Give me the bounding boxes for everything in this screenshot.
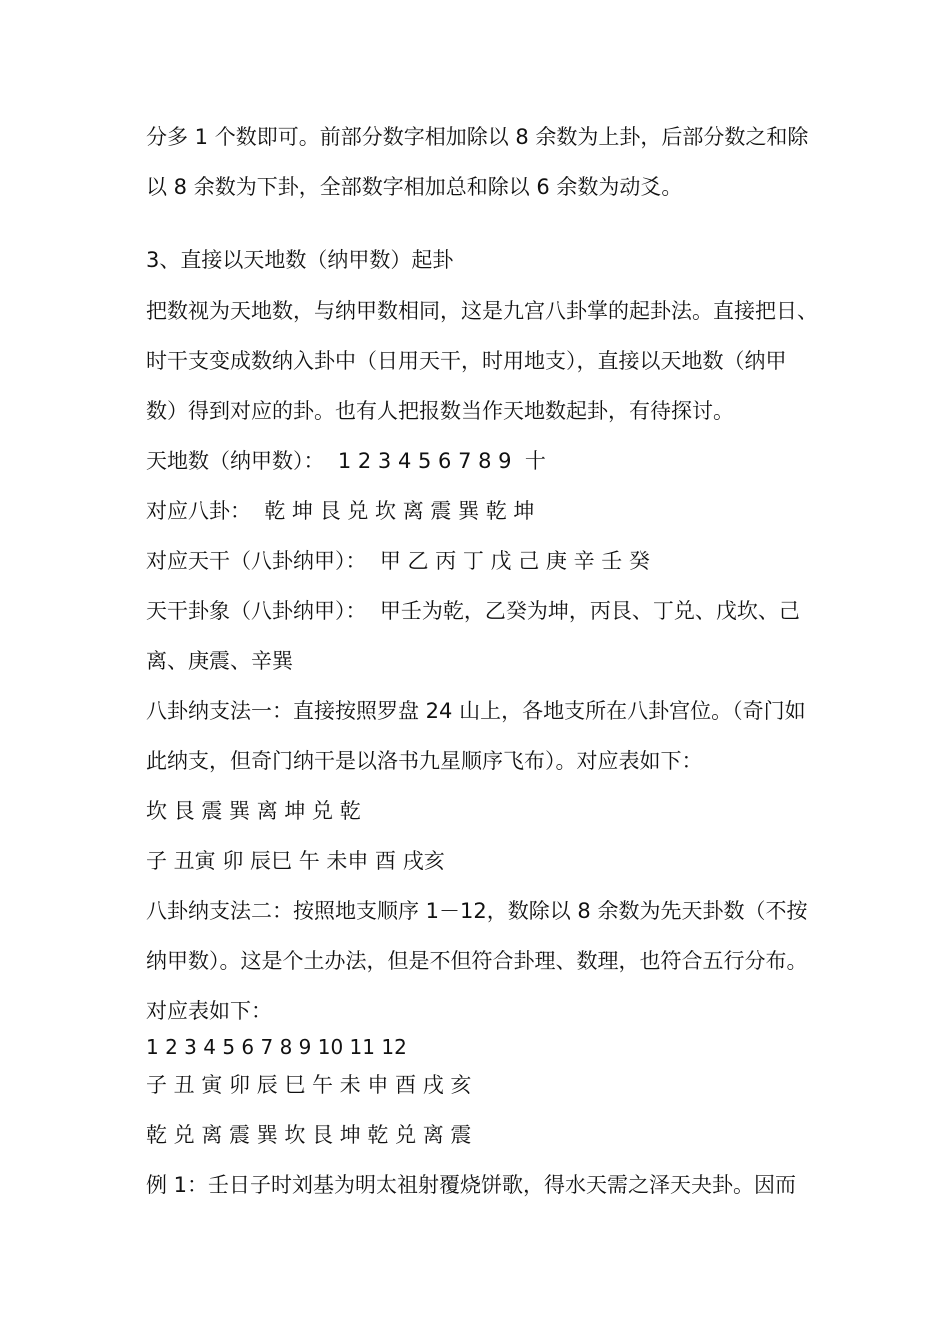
heavenly-stems-row: 对应天干（八卦纳甲）： 甲 乙 丙 丁 戊 己 庚 辛 壬 癸 bbox=[146, 549, 650, 573]
method-two-line-2: 纳甲数）。这是个土办法，但是不但符合卦理、数理，也符合五行分布。 bbox=[146, 949, 808, 973]
method-two-line-1: 八卦纳支法二：按照地支顺序 1－12，数除以 8 余数为先天卦数（不按 bbox=[146, 899, 808, 923]
method-one-line-2: 此纳支，但奇门纳干是以洛书九星顺序飞布）。对应表如下： bbox=[146, 749, 703, 773]
stem-trigram-row-cont: 离、庚震、辛巽 bbox=[146, 649, 293, 673]
trigram-row: 对应八卦： 乾 坤 艮 兑 坎 离 震 巽 乾 坤 bbox=[146, 499, 535, 523]
method-one-branch-row: 子 丑寅 卯 辰巳 午 未申 酉 戌亥 bbox=[146, 849, 445, 873]
stem-trigram-row: 天干卦象（八卦纳甲）： 甲壬为乾，乙癸为坤，丙艮、丁兑、戊坎、己 bbox=[146, 599, 800, 623]
section-heading: 3、直接以天地数（纳甲数）起卦 bbox=[146, 248, 454, 272]
method-two-line-3: 对应表如下： bbox=[146, 999, 272, 1023]
text-line-5: 时干支变成数纳入卦中（日用天干，时用地支），直接以天地数（纳甲 bbox=[146, 349, 787, 373]
method-two-trigram-row: 乾 兑 离 震 巽 坎 艮 坤 乾 兑 离 震 bbox=[146, 1123, 472, 1147]
tiandi-numbers-row: 天地数（纳甲数）： 1 2 3 4 5 6 7 8 9 十 bbox=[146, 449, 546, 473]
method-two-number-row: 1 2 3 4 5 6 7 8 9 10 11 12 bbox=[146, 1035, 407, 1059]
example-line: 例 1：壬日子时刘基为明太祖射覆烧饼歌，得水天需之泽天夬卦。因而 bbox=[146, 1173, 797, 1197]
method-one-line-1: 八卦纳支法一：直接按照罗盘 24 山上，各地支所在八卦宫位。（奇门如 bbox=[146, 699, 806, 723]
text-line-6: 数）得到对应的卦。也有人把报数当作天地数起卦，有待探讨。 bbox=[146, 399, 734, 423]
method-one-trigram-row: 坎 艮 震 巽 离 坤 兑 乾 bbox=[146, 799, 361, 823]
text-line-2: 以 8 余数为下卦，全部数字相加总和除以 6 余数为动爻。 bbox=[146, 175, 683, 199]
text-line-4: 把数视为天地数，与纳甲数相同，这是九宫八卦掌的起卦法。直接把日、 bbox=[146, 299, 818, 323]
method-two-branch-row: 子 丑 寅 卯 辰 巳 午 未 申 酉 戌 亥 bbox=[146, 1073, 472, 1097]
text-line-1: 分多 1 个数即可。前部分数字相加除以 8 余数为上卦，后部分数之和除 bbox=[146, 125, 809, 149]
